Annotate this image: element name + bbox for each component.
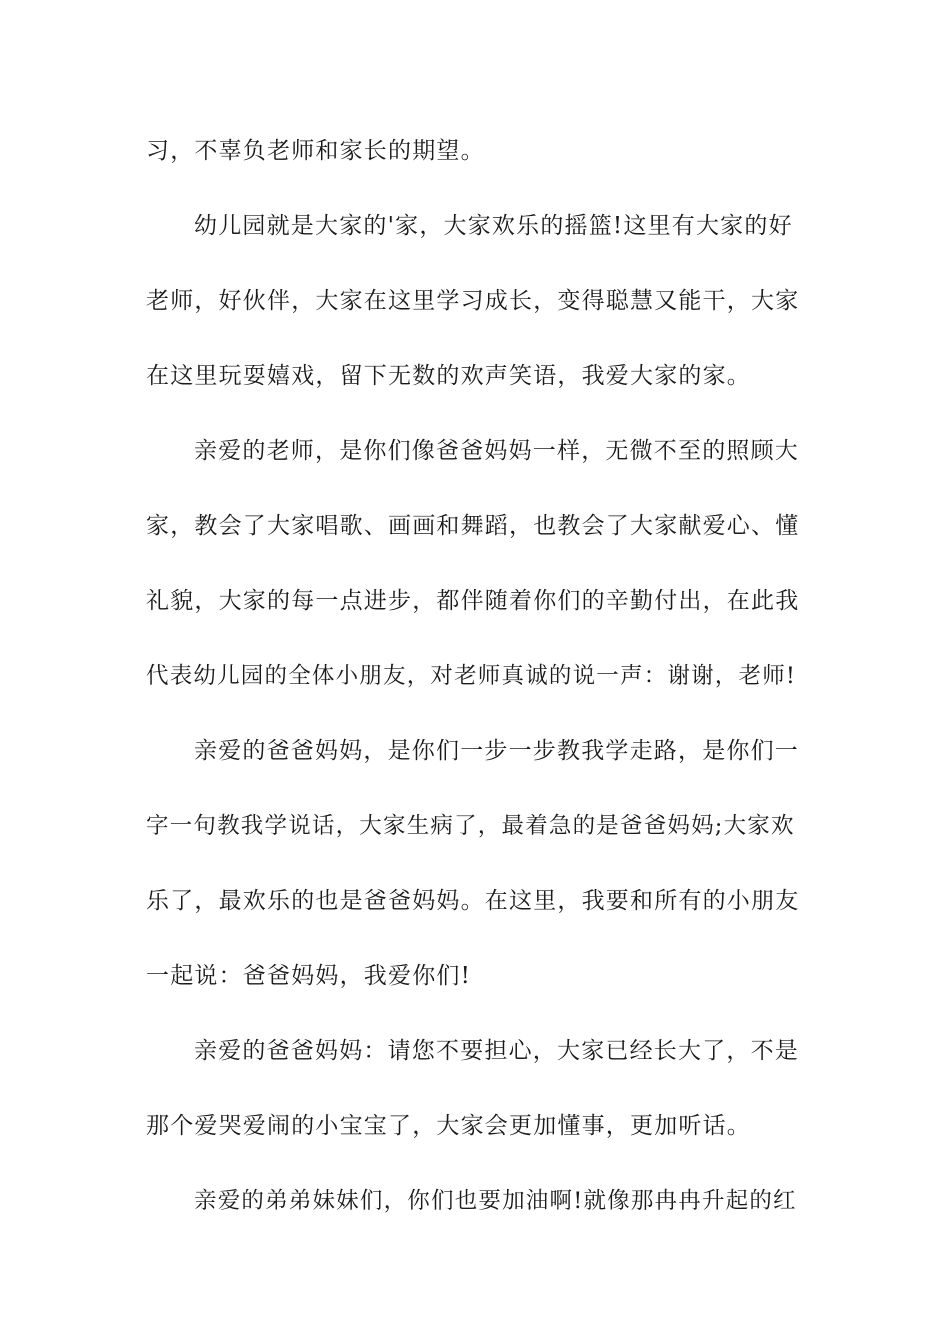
paragraph-first-line: 亲爱的弟弟妹妹们，你们也要加油啊!就像那冉冉升起的红	[194, 1188, 797, 1214]
text-line: 家，教会了大家唱歌、画画和舞蹈，也教会了大家献爱心、懂	[146, 513, 800, 539]
paragraph-first-line: 亲爱的爸爸妈妈：请您不要担心，大家已经长大了，不是	[194, 1038, 799, 1064]
text-line: 习，不辜负老师和家长的期望。	[146, 138, 485, 164]
paragraph-first-line: 亲爱的爸爸妈妈，是你们一步一步教我学走路，是你们一	[194, 738, 799, 764]
paragraph-first-line: 亲爱的老师，是你们像爸爸妈妈一样，无微不至的照顾大	[194, 438, 799, 464]
text-line: 那个爱哭爱闹的小宝宝了，大家会更加懂事，更加听话。	[146, 1113, 751, 1139]
text-line: 在这里玩耍嬉戏，留下无数的欢声笑语，我爱大家的家。	[146, 363, 751, 389]
text-line: 乐了，最欢乐的也是爸爸妈妈。在这里，我要和所有的小朋友	[146, 888, 800, 914]
text-line: 字一句教我学说话，大家生病了，最着急的是爸爸妈妈;大家欢	[146, 813, 795, 839]
text-line: 老师，好伙伴，大家在这里学习成长，变得聪慧又能干，大家	[146, 288, 800, 314]
text-line: 代表幼儿园的全体小朋友，对老师真诚的说一声：谢谢，老师!	[146, 663, 797, 689]
text-line: 一起说：爸爸妈妈，我爱你们!	[146, 963, 472, 989]
paragraph-first-line: 幼儿园就是大家的'家，大家欢乐的摇篮!这里有大家的好	[194, 213, 793, 239]
text-line: 礼貌，大家的每一点进步，都伴随着你们的辛勤付出，在此我	[146, 588, 800, 614]
